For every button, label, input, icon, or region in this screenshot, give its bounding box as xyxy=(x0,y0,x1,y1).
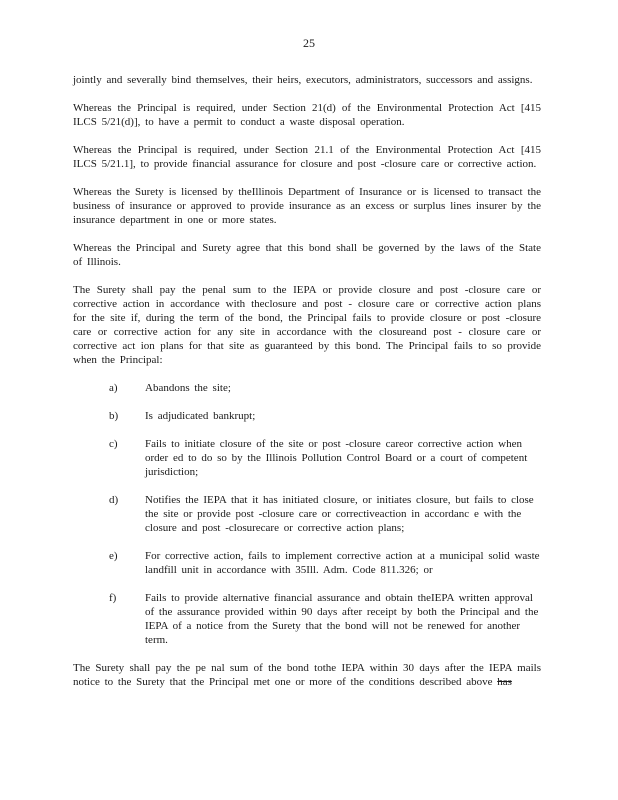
condition-label: c) xyxy=(109,438,118,450)
document-body xyxy=(73,73,541,703)
paragraph-surety-licensed-whereas: Whereas the Surety is licensed by theIllinois Department of Insurance or is licensed to transact the business of insurance or approved to provide insurance as an excess or surplus lines insurer by the insurance department in one or more states. xyxy=(73,186,541,226)
condition-text: Abandons the site; xyxy=(145,382,231,394)
condition-label: e) xyxy=(109,550,118,562)
condition-label: a) xyxy=(109,382,118,394)
condition-text: Fails to initiate closure of the site or post -closure careor corrective action when order ed to do so by the Illinois Pollution Control Board or a court of competent jurisdiction; xyxy=(145,438,528,478)
condition-item xyxy=(73,549,541,577)
condition-item xyxy=(73,437,541,479)
condition-text: Fails to provide alternative financial assurance and obtain theIEPA written approval of the assurance provided within 90 days after receipt by both the Principal and the IEPA of a notice from the Surety that the bond will not be renewed for another term. xyxy=(145,592,539,646)
paragraph-permit-whereas: Whereas the Principal is required, under Section 21(d) of the Environmental Protection Act [415 ILCS 5/21(d)], to have a permit to conduct a waste disposal operation. xyxy=(73,102,541,128)
condition-label: d) xyxy=(109,494,119,506)
condition-item xyxy=(73,493,541,535)
condition-item xyxy=(73,381,541,395)
condition-item xyxy=(73,409,541,423)
condition-text: Is adjudicated bankrupt; xyxy=(145,410,256,422)
condition-item xyxy=(73,591,541,647)
condition-text: Notifies the IEPA that it has initiated closure, or initiates closure, but fails to close the site or provide post -closure care or correctiveaction in accordanc e with the closure and post -closurecare or corrective action plans; xyxy=(145,494,534,534)
paragraph-surety-obligation: The Surety shall pay the penal sum to the IEPA or provide closure and post -closure care or corrective action in accordance with theclosure and post - closure care or corrective action plans for the site if, during the term of the bond, the Principal fails to provide closure or post -closure care or corrective action for any site in accordance with the closureand post - closure care or corrective act ion plans for that site as guaranteed by this bond. The Principal fails to so provide when the Principal: xyxy=(73,284,541,366)
condition-label: b) xyxy=(109,410,119,422)
paragraph-financial-assurance-whereas: Whereas the Principal is required, under Section 21.1 of the Environmental Protection Act [415 ILCS 5/21.1], to provide financial assurance for closure and post -closure care or corrective action. xyxy=(73,144,541,170)
page-number: 25 xyxy=(303,36,315,50)
paragraph-penal-sum-payment xyxy=(73,661,541,689)
conditions-list xyxy=(73,381,541,647)
penal-sum-text: The Surety shall pay the pe nal sum of the bond tothe IEPA within 30 days after the IEPA mails notice to the Surety that the Principal met one or more of the conditions described above xyxy=(73,662,541,688)
condition-text: For corrective action, fails to implement corrective action at a municipal solid waste landfill unit in accordance with 35Ill. Adm. Code 811.326; or xyxy=(145,550,540,576)
paragraph-governing-law-whereas: Whereas the Principal and Surety agree that this bond shall be governed by the laws of the State of Illinois. xyxy=(73,242,541,268)
paragraph-assigns: jointly and severally bind themselves, their heirs, executors, administrators, successors and assigns. xyxy=(73,74,533,86)
condition-label: f) xyxy=(109,592,117,604)
struck-text: has xyxy=(497,676,512,688)
